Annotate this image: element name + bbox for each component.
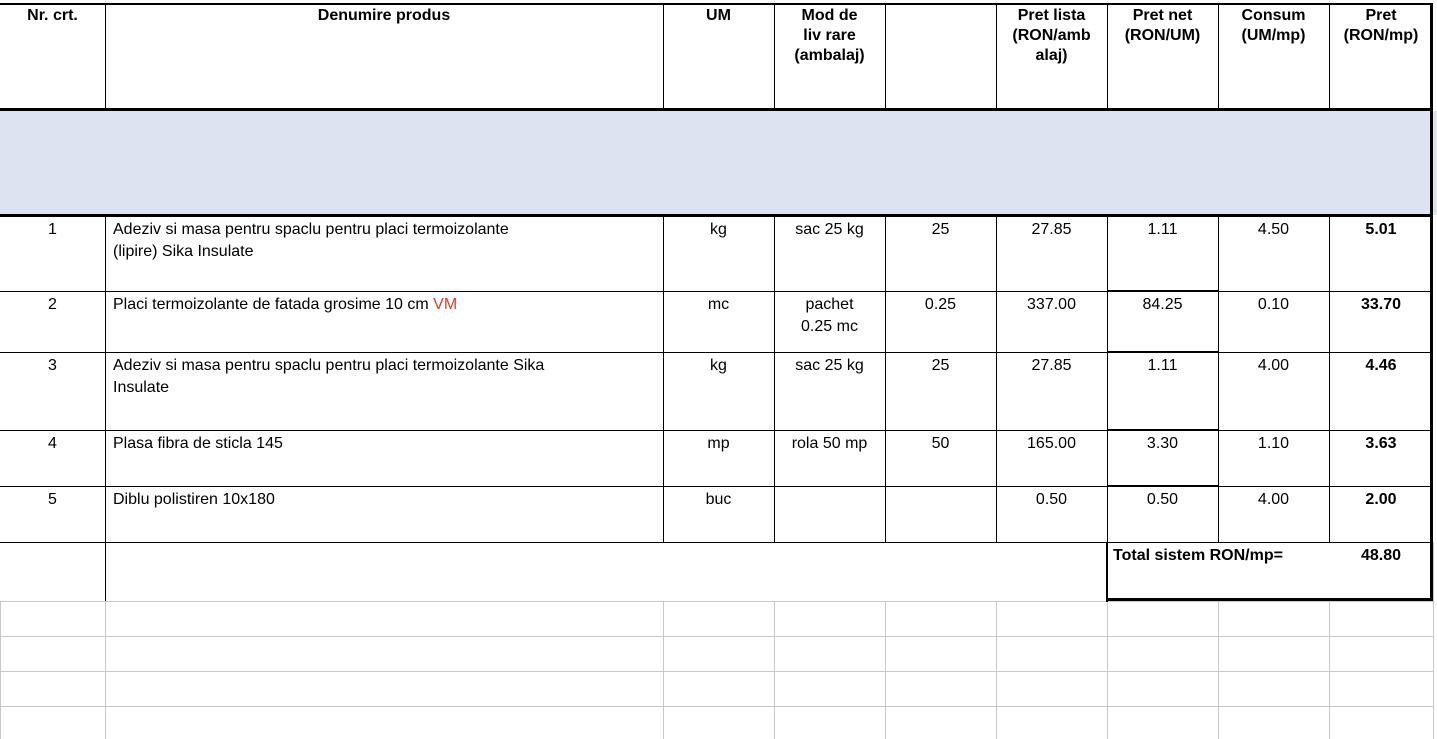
border-row <box>1107 429 1218 431</box>
row-pret-lista: 27.85 <box>1031 357 1072 374</box>
border-col <box>996 3 997 109</box>
grid-line <box>1329 601 1330 739</box>
row-pret-net: 0.50 <box>1146 491 1179 508</box>
header-consum: Consum (UM/mp) <box>1241 7 1306 44</box>
row-pret: 33.70 <box>1360 296 1402 313</box>
border-row <box>1218 430 1433 431</box>
row-mod-livrare: pachet 0.25 mc <box>801 296 858 335</box>
row-name: Adeziv si masa pentru spaclu pentru placi termoizolante (lipire) Sika Insulate <box>113 221 509 260</box>
row-name-tag: VM <box>433 296 458 313</box>
row-pret: 5.01 <box>1365 221 1397 238</box>
row-consum: 1.10 <box>1257 435 1290 452</box>
row-name: Placi termoizolante de fatada grosime 10 cm VM <box>113 296 458 313</box>
border-col <box>996 216 997 542</box>
border-total <box>1106 542 1108 602</box>
row-um: mc <box>707 296 730 313</box>
row-pret: 4.46 <box>1365 357 1397 374</box>
row-pret: 3.63 <box>1365 435 1397 452</box>
border-col <box>774 216 775 542</box>
row-nr: 2 <box>48 296 57 313</box>
grid-line <box>774 601 775 739</box>
border-col <box>663 3 664 109</box>
border-col <box>885 3 886 109</box>
row-consum: 4.50 <box>1257 221 1290 238</box>
grid-line <box>1218 601 1219 739</box>
row-pret-net: 1.11 <box>1147 357 1178 374</box>
row-um: buc <box>705 491 732 508</box>
border-row <box>0 291 1107 292</box>
border-total <box>1106 598 1433 601</box>
grid-line <box>996 601 997 739</box>
row-qty: 25 <box>931 221 950 238</box>
border-col <box>1218 3 1219 109</box>
grid-line <box>0 601 1 739</box>
border-col <box>105 216 106 542</box>
total-value: 48.80 <box>1360 547 1402 564</box>
row-name: Plasa fibra de sticla 145 <box>113 435 283 452</box>
header-pret-lista: Pret lista (RON/amb alaj) <box>1012 7 1091 64</box>
header-mod-livrare: Mod de liv rare (ambalaj) <box>794 7 865 64</box>
row-consum: 4.00 <box>1257 357 1290 374</box>
border-col <box>663 216 664 542</box>
row-name: Adeziv si masa pentru spaclu pentru placi termoizolante Sika Insulate <box>113 357 545 396</box>
row-um: kg <box>710 221 727 238</box>
row-pret: 2.00 <box>1365 491 1397 508</box>
border-col <box>1329 216 1330 542</box>
row-mod-livrare: sac 25 kg <box>795 221 864 238</box>
row-qty: 50 <box>931 435 950 452</box>
border-row <box>1107 351 1218 353</box>
border-row <box>0 430 1107 431</box>
row-um: mp <box>707 435 730 452</box>
border-row <box>1107 290 1218 292</box>
row-um: kg <box>710 357 727 374</box>
grid-line <box>1107 601 1108 739</box>
header-pret: Pret (RON/mp) <box>1343 7 1419 44</box>
border-col <box>1218 216 1219 542</box>
grid-line <box>1433 601 1434 739</box>
row-mod-livrare: rola 50 mp <box>791 435 868 452</box>
border-col <box>1107 216 1108 542</box>
border-row <box>0 486 1107 487</box>
row-pret-net: 1.11 <box>1147 221 1178 238</box>
row-nr: 4 <box>48 435 57 452</box>
border-col <box>105 542 106 601</box>
row-pret-lista: 27.85 <box>1031 221 1072 238</box>
row-qty: 0.25 <box>924 296 957 313</box>
border-col <box>105 3 106 109</box>
row-pret-net: 84.25 <box>1142 296 1183 313</box>
header-denumire-produs: Denumire produs <box>317 7 451 24</box>
row-consum: 0.10 <box>1257 296 1290 313</box>
row-nr: 5 <box>48 491 57 508</box>
border-row <box>1107 485 1218 487</box>
border-right <box>1430 3 1433 601</box>
row-pret-lista: 0.50 <box>1035 491 1068 508</box>
grid-line <box>885 601 886 739</box>
row-qty: 25 <box>931 357 950 374</box>
border-row <box>0 542 1433 543</box>
header-pret-net: Pret net (RON/UM) <box>1124 7 1201 44</box>
row-consum: 4.00 <box>1257 491 1290 508</box>
grid-line <box>663 601 664 739</box>
blue-band <box>0 111 1437 215</box>
row-nr: 3 <box>48 357 57 374</box>
header-um: UM <box>706 7 731 24</box>
row-pret-lista: 165.00 <box>1027 435 1076 452</box>
grid-line <box>105 601 106 739</box>
border-col <box>774 3 775 109</box>
row-mod-livrare: sac 25 kg <box>795 357 864 374</box>
grid-line <box>1433 542 1434 601</box>
row-pret-net: 3.30 <box>1146 435 1179 452</box>
border-col <box>885 216 886 542</box>
border-row <box>1218 352 1433 353</box>
header-nr-crt: Nr. crt. <box>27 7 78 24</box>
row-nr: 1 <box>48 221 57 238</box>
row-pret-lista: 337.00 <box>1027 296 1076 313</box>
border-row <box>0 352 1107 353</box>
border-col <box>1329 3 1330 109</box>
border-row <box>1218 291 1433 292</box>
row-name: Diblu polistiren 10x180 <box>113 491 275 508</box>
border-row <box>1218 486 1433 487</box>
border-col <box>1107 3 1108 109</box>
total-label: Total sistem RON/mp= <box>1113 547 1283 564</box>
